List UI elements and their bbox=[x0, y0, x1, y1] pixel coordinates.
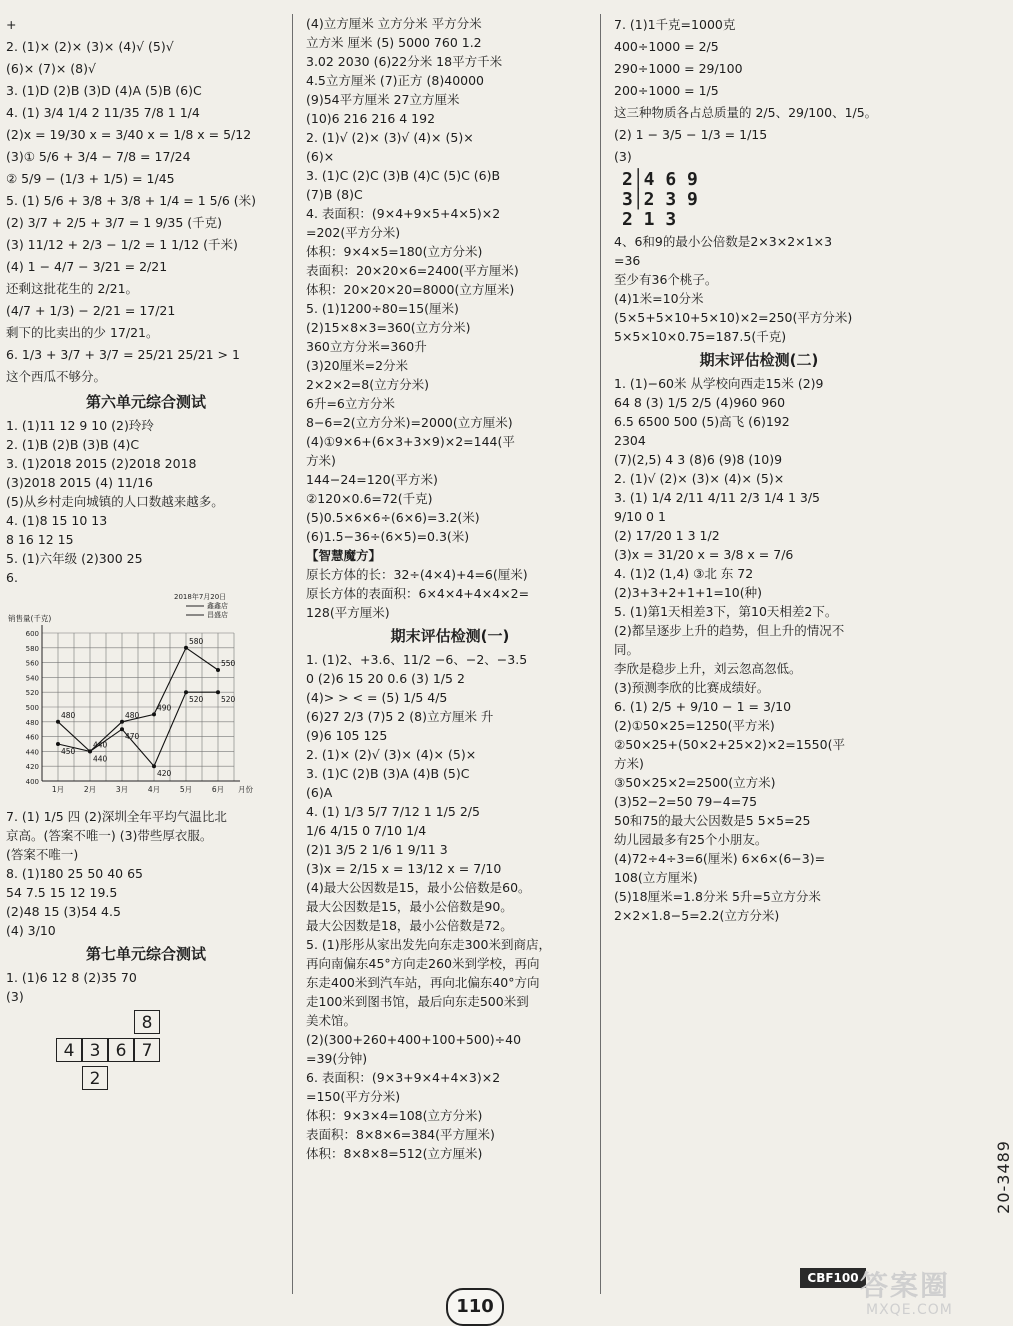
answer-line: (3) bbox=[614, 149, 632, 164]
x-tick-label: 1月 bbox=[51, 785, 65, 794]
answer-line: (2) 1 − 3/5 − 1/3 = 1/15 bbox=[614, 127, 768, 142]
answer-line: 360立方分米=360升 bbox=[306, 339, 427, 354]
answer-line: 东走400米到汽车站，再向北偏东40°方向 bbox=[306, 975, 540, 990]
answer-block bbox=[614, 232, 904, 346]
y-tick-label: 400 bbox=[25, 778, 39, 786]
answer-line: 5. (1)六年级 (2)300 25 bbox=[6, 551, 143, 566]
answer-line: 6.5 6500 500 (5)高飞 (6)192 bbox=[614, 414, 790, 429]
legend-label: 鑫鑫店 bbox=[207, 602, 228, 610]
section-title-final-1: 期末评估检测(一) bbox=[390, 627, 510, 645]
answer-line: 原长方体的长：32÷(4×4)+4=6(厘米) bbox=[306, 567, 528, 582]
short-division bbox=[622, 170, 904, 230]
answer-line: 5. (1) 5/6 + 3/8 + 3/8 + 1/4 = 1 5/6 (米) bbox=[6, 193, 257, 208]
data-label: 480 bbox=[61, 710, 76, 720]
answer-line: 3. (1) 1/4 2/11 4/11 2/3 1/4 1 3/5 bbox=[614, 490, 820, 505]
answer-line: 方米) bbox=[614, 756, 644, 771]
answer-line: (2) 17/20 1 3 1/2 bbox=[614, 528, 720, 543]
answer-line: (6)A bbox=[306, 785, 333, 800]
answer-line: 290÷1000 = 29/100 bbox=[614, 61, 743, 76]
data-label: 440 bbox=[93, 740, 108, 750]
magic-cube-title: 【智慧魔方】 bbox=[306, 548, 382, 563]
y-tick-label: 440 bbox=[25, 748, 39, 757]
x-tick-label: 5月 bbox=[179, 785, 193, 794]
column-divider bbox=[600, 14, 601, 1294]
answer-line: 立方米 厘米 (5) 5000 760 1.2 bbox=[306, 35, 482, 50]
answer-line: 400÷1000 = 2/5 bbox=[614, 39, 719, 54]
answer-line: =150(平方分米) bbox=[306, 1089, 401, 1104]
answer-line: 最大公因数是18，最小公倍数是72。 bbox=[306, 918, 513, 933]
answer-line: 京高。(答案不唯一) (3)带些厚衣服。 bbox=[6, 828, 213, 843]
answer-line: 最大公因数是15，最小公倍数是90。 bbox=[306, 899, 513, 914]
answer-line: 1. (1)−60米 从学校向西走15米 (2)9 bbox=[614, 376, 824, 391]
answer-line: (2)都呈逐步上升的趋势，但上升的情况不 bbox=[614, 623, 845, 638]
y-tick-label: 480 bbox=[25, 718, 39, 727]
answer-line: (7)B (8)C bbox=[306, 187, 363, 202]
data-point bbox=[120, 727, 124, 731]
sales-line-chart bbox=[6, 591, 266, 801]
answer-line: (4)72÷4÷3=6(厘米) 6×6×(6−3)= bbox=[614, 851, 826, 866]
column-right bbox=[614, 14, 904, 925]
answer-line: 4. 表面积：(9×4+9×5+4×5)×2 bbox=[306, 206, 501, 221]
answer-line: (4) 1 − 4/7 − 3/21 = 2/21 bbox=[6, 259, 168, 274]
answer-line: (4)1米=10分米 bbox=[614, 291, 704, 306]
answer-line: (6)× (7)× (8)√ bbox=[6, 61, 96, 76]
answer-line: 6升=6立方分米 bbox=[306, 396, 395, 411]
data-point bbox=[152, 712, 156, 716]
answer-line: 走100米到图书馆，最后向东走500米到 bbox=[306, 994, 529, 1009]
data-point bbox=[152, 764, 156, 768]
answer-line: 方米) bbox=[306, 453, 336, 468]
answer-line: 1. (1)11 12 9 10 (2)玲玲 bbox=[6, 418, 154, 433]
answer-line: (5)0.5×6×6÷(6×6)=3.2(米) bbox=[306, 510, 480, 525]
answer-line: (5×5+5×10+5×10)×2=250(平方分米) bbox=[614, 310, 853, 325]
cube-cell: 3 bbox=[82, 1038, 108, 1062]
answer-line: 108(立方厘米) bbox=[614, 870, 698, 885]
answer-line: (7)(2,5) 4 3 (8)6 (9)8 (10)9 bbox=[614, 452, 783, 467]
answer-line: (9)54平方厘米 27立方厘米 bbox=[306, 92, 460, 107]
data-label: 470 bbox=[125, 732, 140, 742]
answer-line: 8−6=2(立方分米)=2000(立方厘米) bbox=[306, 415, 513, 430]
answer-line: 4.5立方厘米 (7)正方 (8)40000 bbox=[306, 73, 485, 88]
x-axis-label: 月份 bbox=[238, 785, 253, 794]
answer-line: 54 7.5 15 12 19.5 bbox=[6, 885, 118, 900]
data-point bbox=[88, 749, 92, 753]
answer-block bbox=[614, 374, 904, 925]
answer-line: 4. (1) 1/3 5/7 7/12 1 1/5 2/5 bbox=[306, 804, 480, 819]
column-divider bbox=[292, 14, 293, 1294]
answer-line: =36 bbox=[614, 253, 641, 268]
data-label: 520 bbox=[221, 695, 236, 705]
answer-line: 表面积：20×20×6=2400(平方厘米) bbox=[306, 263, 519, 278]
answer-line: 幼儿园最多有25个小朋友。 bbox=[614, 832, 768, 847]
chart-title: 2018年7月20日 bbox=[174, 593, 227, 601]
x-tick-label: 3月 bbox=[115, 785, 129, 794]
answer-line: 表面积：8×8×6=384(平方厘米) bbox=[306, 1127, 495, 1142]
answer-line: 这个西瓜不够分。 bbox=[6, 369, 107, 384]
answer-block bbox=[6, 14, 286, 388]
answer-line: (3)x = 31/20 x = 3/8 x = 7/6 bbox=[614, 547, 794, 562]
data-label: 550 bbox=[221, 659, 236, 668]
answer-line: 原长方体的表面积：6×4×4+4×4×2= bbox=[306, 586, 530, 601]
answer-line: 3. (1)C (2)B (3)A (4)B (5)C bbox=[306, 766, 470, 781]
y-tick-label: 540 bbox=[25, 674, 39, 683]
y-tick-label: 460 bbox=[25, 733, 39, 742]
division-row: 2 1 3 bbox=[622, 209, 677, 230]
answer-line: (6)× bbox=[306, 149, 335, 164]
chart-svg bbox=[6, 591, 266, 801]
answer-line: 8. (1)180 25 50 40 65 bbox=[6, 866, 143, 881]
answer-block bbox=[6, 416, 286, 587]
data-label: 450 bbox=[61, 747, 76, 756]
y-tick-label: 580 bbox=[25, 644, 39, 653]
answer-line: 4. (1)8 15 10 13 bbox=[6, 513, 108, 528]
answer-line: ② 5/9 − (1/3 + 1/5) = 1/45 bbox=[6, 171, 175, 186]
answer-line: + bbox=[6, 17, 17, 32]
answer-line: 体积：9×3×4=108(立方分米) bbox=[306, 1108, 483, 1123]
data-label: 520 bbox=[189, 695, 204, 705]
answer-line: 2×2×1.8−5=2.2(立方分米) bbox=[614, 908, 780, 923]
answer-line: (2)15×8×3=360(立方分米) bbox=[306, 320, 471, 335]
answer-line: (3) bbox=[6, 989, 24, 1004]
answer-line: (10)6 216 216 4 192 bbox=[306, 111, 436, 126]
column-left bbox=[6, 14, 286, 1124]
answer-line: 5×5×10×0.75=187.5(千克) bbox=[614, 329, 787, 344]
column-middle bbox=[306, 14, 594, 1163]
answer-line: 1. (1)2、+3.6、11/2 −6、−2、−3.5 bbox=[306, 652, 528, 667]
data-label: 420 bbox=[157, 769, 172, 779]
answer-block bbox=[6, 807, 286, 940]
answer-line: 体积：20×20×20=8000(立方厘米) bbox=[306, 282, 515, 297]
answer-line: 5. (1)1200÷80=15(厘米) bbox=[306, 301, 459, 316]
answer-line: 2. (1)× (2)× (3)× (4)√ (5)√ bbox=[6, 39, 174, 54]
answer-line: 至少有36个桃子。 bbox=[614, 272, 718, 287]
answer-line: 再向南偏东45°方向走260米到学校，再向 bbox=[306, 956, 540, 971]
answer-line: (2)3+3+2+1+1=10(种) bbox=[614, 585, 762, 600]
answer-line: (4)最大公因数是15，最小公倍数是60。 bbox=[306, 880, 531, 895]
cube-cell: 6 bbox=[108, 1038, 134, 1062]
answer-line: (6)1.5−36÷(6×5)=0.3(米) bbox=[306, 529, 470, 544]
y-tick-label: 420 bbox=[25, 763, 39, 772]
answer-line: (4)立方厘米 立方分米 平方分米 bbox=[306, 16, 482, 31]
section-title-unit7: 第七单元综合测试 bbox=[85, 945, 206, 963]
answer-line: 6. 表面积：(9×3+9×4+4×3)×2 bbox=[306, 1070, 501, 1085]
section-title-final-2: 期末评估检测(二) bbox=[699, 351, 819, 369]
answer-line: (2)1 3/5 2 1/6 1 9/11 3 bbox=[306, 842, 448, 857]
answer-line: (2) 3/7 + 2/5 + 3/7 = 1 9/35 (千克) bbox=[6, 215, 223, 230]
legend-label: 昌盛店 bbox=[207, 611, 228, 619]
y-axis-label: 销售量(千克) bbox=[8, 614, 52, 623]
data-point bbox=[56, 720, 60, 724]
answer-line: (3) 11/12 + 2/3 − 1/2 = 1 1/12 (千米) bbox=[6, 237, 238, 252]
y-tick-label: 560 bbox=[25, 659, 39, 668]
answer-line: 200÷1000 = 1/5 bbox=[614, 83, 719, 98]
answer-line: 同。 bbox=[614, 642, 640, 657]
data-point bbox=[56, 742, 60, 746]
answer-line: ②120×0.6=72(千克) bbox=[306, 491, 433, 506]
answer-line: (5)从乡村走向城镇的人口数越来越多。 bbox=[6, 494, 224, 509]
answer-line: 6. bbox=[6, 570, 18, 585]
answer-line: (3)① 5/6 + 3/4 − 7/8 = 17/24 bbox=[6, 149, 191, 164]
answer-line: 体积：9×4×5=180(立方分米) bbox=[306, 244, 483, 259]
answer-line: 7. (1)1千克=1000克 bbox=[614, 17, 736, 32]
answer-line: 7. (1) 1/5 四 (2)深圳全年平均气温比北 bbox=[6, 809, 227, 824]
page-number: 110 bbox=[446, 1288, 504, 1326]
answer-line: 2. (1)√ (2)× (3)× (4)× (5)× bbox=[614, 471, 785, 486]
answer-line: 还剩这批花生的 2/21。 bbox=[6, 281, 139, 296]
answer-line: =39(分钟) bbox=[306, 1051, 368, 1066]
answer-line: 2. (1)B (2)B (3)B (4)C bbox=[6, 437, 140, 452]
side-code: 20-3489 bbox=[994, 1140, 1013, 1214]
answer-line: (9)6 105 125 bbox=[306, 728, 388, 743]
y-tick-label: 500 bbox=[25, 704, 39, 712]
answer-line: (2)(300+260+400+100+500)÷40 bbox=[306, 1032, 522, 1047]
x-tick-label: 2月 bbox=[83, 785, 97, 794]
cube-cell: 4 bbox=[56, 1038, 82, 1062]
answer-line: 5. (1)第1天相差3下，第10天相差2下。 bbox=[614, 604, 838, 619]
data-point bbox=[120, 720, 124, 724]
answer-line: 3. (1)C (2)C (3)B (4)C (5)C (6)B bbox=[306, 168, 501, 183]
answer-line: 2304 bbox=[614, 433, 646, 448]
x-tick-label: 4月 bbox=[147, 785, 161, 794]
watermark: 答案圈 bbox=[860, 1269, 951, 1302]
answer-line: 2. (1)× (2)√ (3)× (4)× (5)× bbox=[306, 747, 477, 762]
answer-block bbox=[6, 968, 286, 1006]
y-tick-label: 600 bbox=[25, 630, 39, 638]
answer-line: 50和75的最大公因数是5 5×5=25 bbox=[614, 813, 811, 828]
answer-line: ②50×25+(50×2+25×2)×2=1550(平 bbox=[614, 737, 845, 752]
answer-line: ③50×25×2=2500(立方米) bbox=[614, 775, 776, 790]
answer-line: 这三种物质各占总质量的 2/5、29/100、1/5。 bbox=[614, 105, 878, 120]
answer-line: (4) 3/10 bbox=[6, 923, 56, 938]
answer-line: 美术馆。 bbox=[306, 1013, 357, 1028]
data-label: 490 bbox=[157, 703, 172, 713]
answer-line: 3.02 2030 (6)22分米 18平方千米 bbox=[306, 54, 503, 69]
answer-line: 4. (1)2 (1,4) ③北 东 72 bbox=[614, 566, 754, 581]
answer-line: 2×2×2=8(立方分米) bbox=[306, 377, 429, 392]
answer-line: (2)48 15 (3)54 4.5 bbox=[6, 904, 121, 919]
answer-line: 体积：8×8×8=512(立方厘米) bbox=[306, 1146, 483, 1161]
answer-line: 128(平方厘米) bbox=[306, 605, 390, 620]
answer-line: 4、6和9的最小公倍数是2×3×2×1×3 bbox=[614, 234, 833, 249]
answer-line: (3)预测李欣的比赛成绩好。 bbox=[614, 680, 770, 695]
answer-line: 0 (2)6 15 20 0.6 (3) 1/5 2 bbox=[306, 671, 465, 686]
answer-line: 5. (1)彤彤从家出发先向东走300米到商店， bbox=[306, 937, 551, 952]
answer-line: =202(平方分米) bbox=[306, 225, 401, 240]
answer-line: 1/6 4/15 0 7/10 1/4 bbox=[306, 823, 427, 838]
data-point bbox=[184, 690, 188, 694]
division-row: 2│4 6 9 bbox=[622, 169, 698, 190]
cube-net bbox=[56, 1010, 226, 1120]
section-title-unit6: 第六单元综合测试 bbox=[85, 393, 206, 411]
answer-line: (6)27 2/3 (7)5 2 (8)立方厘米 升 bbox=[306, 709, 494, 724]
brand-logo: CBF100 bbox=[800, 1268, 866, 1288]
answer-line: 3. (1)D (2)B (3)D (4)A (5)B (6)C bbox=[6, 83, 202, 98]
answer-line: 64 8 (3) 1/5 2/5 (4)960 960 bbox=[614, 395, 786, 410]
answer-line: (4)①9×6+(6×3+3×9)×2=144(平 bbox=[306, 434, 515, 449]
answer-line: (3)x = 2/15 x = 13/12 x = 7/10 bbox=[306, 861, 502, 876]
answer-line: 8 16 12 15 bbox=[6, 532, 74, 547]
data-point bbox=[184, 646, 188, 650]
answer-line: (答案不唯一) bbox=[6, 847, 79, 862]
answer-line: 6. 1/3 + 3/7 + 3/7 = 25/21 25/21 > 1 bbox=[6, 347, 240, 362]
data-point bbox=[216, 668, 220, 672]
answer-line: 144−24=120(平方米) bbox=[306, 472, 438, 487]
cube-cell: 2 bbox=[82, 1066, 108, 1090]
answer-block bbox=[306, 650, 594, 1163]
answer-line: 3. (1)2018 2015 (2)2018 2018 bbox=[6, 456, 197, 471]
answer-line: (2)①50×25=1250(平方米) bbox=[614, 718, 775, 733]
cube-cell: 7 bbox=[134, 1038, 160, 1062]
data-label: 480 bbox=[125, 710, 140, 720]
x-tick-label: 6月 bbox=[211, 785, 225, 794]
answer-block bbox=[306, 565, 594, 622]
answer-line: 2. (1)√ (2)× (3)√ (4)× (5)× bbox=[306, 130, 474, 145]
answer-line: 9/10 0 1 bbox=[614, 509, 666, 524]
answer-line: 剩下的比卖出的少 17/21。 bbox=[6, 325, 159, 340]
answer-line: (4)> > < = (5) 1/5 4/5 bbox=[306, 690, 448, 705]
answer-line: (3)2018 2015 (4) 11/16 bbox=[6, 475, 153, 490]
answer-line: (3)52−2=50 79−4=75 bbox=[614, 794, 758, 809]
answer-line: (2)x = 19/30 x = 3/40 x = 1/8 x = 5/12 bbox=[6, 127, 252, 142]
cube-cell: 8 bbox=[134, 1010, 160, 1034]
data-label: 580 bbox=[189, 636, 204, 646]
answer-block bbox=[306, 14, 594, 546]
answer-line: (3)20厘米=2分米 bbox=[306, 358, 409, 373]
answer-line: 6. (1) 2/5 + 9/10 − 1 = 3/10 bbox=[614, 699, 792, 714]
watermark-url: MXQE.COM bbox=[866, 1302, 953, 1318]
answer-line: 4. (1) 3/4 1/4 2 11/35 7/8 1 1/4 bbox=[6, 105, 200, 120]
data-point bbox=[216, 690, 220, 694]
answer-line: (4/7 + 1/3) − 2/21 = 17/21 bbox=[6, 303, 176, 318]
division-row: 3│2 3 9 bbox=[622, 189, 698, 210]
answer-line: (5)18厘米=1.8分米 5升=5立方分米 bbox=[614, 889, 821, 904]
answer-line: 李欣是稳步上升，刘云忽高忽低。 bbox=[614, 661, 802, 676]
data-label: 440 bbox=[93, 754, 108, 764]
answer-line: 1. (1)6 12 8 (2)35 70 bbox=[6, 970, 137, 985]
y-tick-label: 520 bbox=[25, 689, 39, 698]
answer-block bbox=[614, 14, 904, 168]
